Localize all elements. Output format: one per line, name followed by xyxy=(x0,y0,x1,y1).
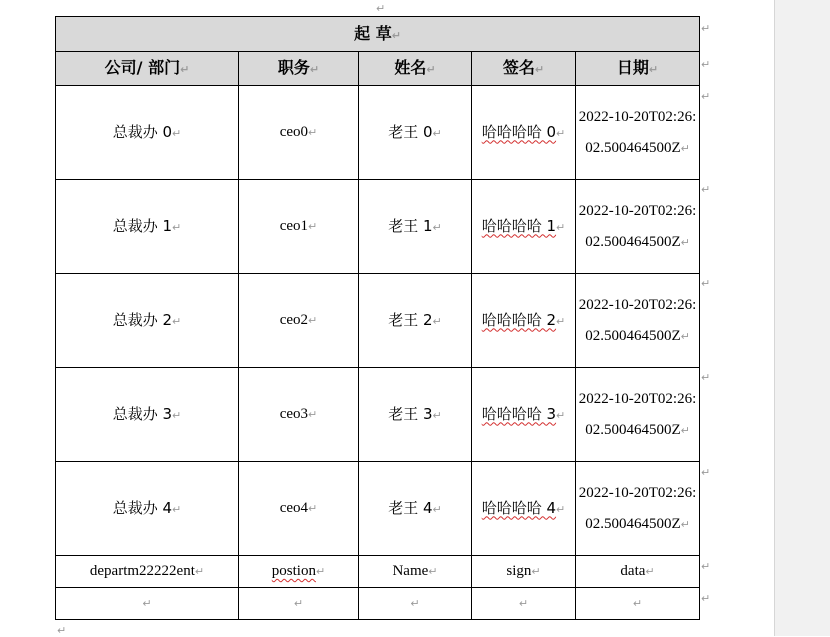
table-row xyxy=(56,86,700,180)
header-cell-position[interactable]: 职务↵ xyxy=(239,52,359,86)
empty-cell[interactable]: ↵ xyxy=(472,588,576,620)
field-cell-sign[interactable]: sign↵ xyxy=(472,556,576,588)
header-cell-dept[interactable]: 公司/ 部门↵ xyxy=(56,52,239,86)
field-cell-position[interactable]: postion↵ xyxy=(239,556,359,588)
row-end-mark: ↵ xyxy=(701,560,711,573)
cell-date[interactable]: 2022-10-20T02:26:02.500464500Z↵ xyxy=(576,274,700,368)
cell-date[interactable]: 2022-10-20T02:26:02.500464500Z↵ xyxy=(576,86,700,180)
table-row xyxy=(56,368,700,462)
field-cell-dept[interactable]: departm22222ent↵ xyxy=(56,556,239,588)
cell-dept[interactable]: 总裁办 3↵ xyxy=(56,368,239,462)
field-name-row xyxy=(56,556,700,588)
table-row xyxy=(56,180,700,274)
cell-position[interactable]: ceo4↵ xyxy=(239,462,359,556)
cell-dept[interactable]: 总裁办 0↵ xyxy=(56,86,239,180)
table-title-cell[interactable]: 起 草↵ xyxy=(56,17,700,52)
header-cell-sign[interactable]: 签名↵ xyxy=(472,52,576,86)
cell-name[interactable]: 老王 2↵ xyxy=(359,274,472,368)
cell-sign[interactable]: 哈哈哈哈 2↵ xyxy=(472,274,576,368)
paragraph-mark-bottom: ↵ xyxy=(57,624,67,637)
cell-sign[interactable]: 哈哈哈哈 1↵ xyxy=(472,180,576,274)
table-title-row xyxy=(56,17,700,52)
cell-position[interactable]: ceo0↵ xyxy=(239,86,359,180)
row-end-mark: ↵ xyxy=(701,371,711,384)
row-end-mark: ↵ xyxy=(701,277,711,290)
cell-name[interactable]: 老王 4↵ xyxy=(359,462,472,556)
empty-cell[interactable]: ↵ xyxy=(56,588,239,620)
cell-dept[interactable]: 总裁办 2↵ xyxy=(56,274,239,368)
cell-date[interactable]: 2022-10-20T02:26:02.500464500Z↵ xyxy=(576,180,700,274)
row-end-mark: ↵ xyxy=(701,183,711,196)
field-cell-date[interactable]: data↵ xyxy=(576,556,700,588)
empty-cell[interactable]: ↵ xyxy=(239,588,359,620)
empty-row xyxy=(56,588,700,620)
field-cell-name[interactable]: Name↵ xyxy=(359,556,472,588)
cell-date[interactable]: 2022-10-20T02:26:02.500464500Z↵ xyxy=(576,462,700,556)
row-end-mark: ↵ xyxy=(701,22,711,35)
table-row xyxy=(56,462,700,556)
cell-name[interactable]: 老王 0↵ xyxy=(359,86,472,180)
table-title: 起 草 xyxy=(354,23,392,43)
cell-date[interactable]: 2022-10-20T02:26:02.500464500Z↵ xyxy=(576,368,700,462)
cell-dept[interactable]: 总裁办 1↵ xyxy=(56,180,239,274)
cell-name[interactable]: 老王 3↵ xyxy=(359,368,472,462)
cell-position[interactable]: ceo3↵ xyxy=(239,368,359,462)
table-header-row xyxy=(56,52,700,86)
cell-sign[interactable]: 哈哈哈哈 0↵ xyxy=(472,86,576,180)
empty-cell[interactable]: ↵ xyxy=(359,588,472,620)
cell-position[interactable]: ceo1↵ xyxy=(239,180,359,274)
table-row xyxy=(56,274,700,368)
row-end-mark: ↵ xyxy=(701,466,711,479)
cell-sign[interactable]: 哈哈哈哈 4↵ xyxy=(472,462,576,556)
row-end-mark: ↵ xyxy=(701,58,711,71)
row-end-mark: ↵ xyxy=(701,592,711,605)
cell-sign[interactable]: 哈哈哈哈 3↵ xyxy=(472,368,576,462)
page-gutter xyxy=(774,0,830,636)
paragraph-mark-top: ↵ xyxy=(376,2,386,15)
empty-cell[interactable]: ↵ xyxy=(576,588,700,620)
row-end-mark: ↵ xyxy=(701,90,711,103)
cell-dept[interactable]: 总裁办 4↵ xyxy=(56,462,239,556)
cell-name[interactable]: 老王 1↵ xyxy=(359,180,472,274)
header-cell-name[interactable]: 姓名↵ xyxy=(359,52,472,86)
header-cell-date[interactable]: 日期↵ xyxy=(576,52,700,86)
draft-table xyxy=(55,16,700,620)
cell-position[interactable]: ceo2↵ xyxy=(239,274,359,368)
